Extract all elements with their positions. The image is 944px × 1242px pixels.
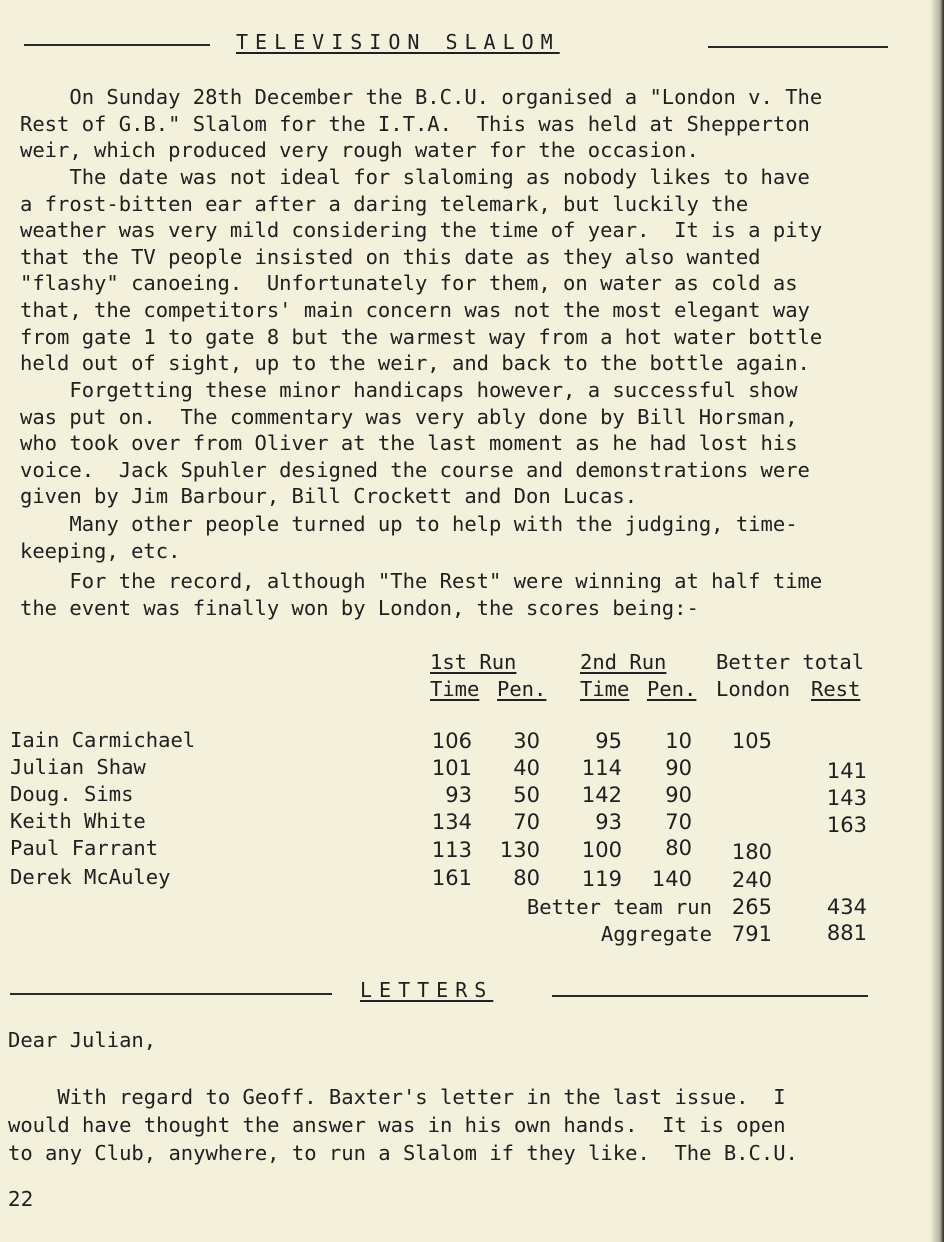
column-head-second-run: 2nd Run xyxy=(580,650,667,674)
competitor-name: Doug. Sims xyxy=(10,782,134,806)
letters-rule-left xyxy=(10,993,332,995)
cell-pen-2: 140 xyxy=(651,867,692,891)
paragraph-show: Forgetting these minor handicaps however, a successful show was put on. The commentary was very ably done by Bill Horsman, who took over from Oliver at the last moment as he had lost his voice. Jack Spuhler designed the course and demonstrations were given by Jim Barbour, Bill Crockett and Don Lucas. xyxy=(20,378,810,509)
paragraph-helpers: Many other people turned up to help with the judging, time- keeping, etc. xyxy=(20,512,798,563)
results-table xyxy=(0,650,944,950)
cell-time-2: 114 xyxy=(581,756,622,780)
cell-pen-2: 90 xyxy=(665,783,692,807)
aggregate-label: Aggregate xyxy=(600,922,712,946)
paragraph-intro: On Sunday 28th December the B.C.U. organised a "London v. The Rest of G.B." Slalom for the I.T.A. This was held at Shepperton weir, which produced very rough water for the occasion. xyxy=(20,85,823,163)
better-team-run-rest: 434 xyxy=(826,895,867,919)
page-edge-shadow xyxy=(930,0,944,1242)
cell-time-2: 142 xyxy=(581,783,622,807)
cell-time-1: 161 xyxy=(431,866,472,890)
cell-london: 180 xyxy=(731,840,772,864)
cell-time-1: 106 xyxy=(431,729,472,753)
column-head-london: London xyxy=(716,677,791,701)
letter-body: With regard to Geoff. Baxter's letter in the last issue. I would have thought the answer was in his own hands. It is open to any Club, anywhere, to run a Slalom if they like. The B.C.U. xyxy=(8,1085,798,1165)
competitor-name: Iain Carmichael xyxy=(10,728,196,752)
column-head-rest: Rest xyxy=(811,677,861,701)
cell-pen-2: 90 xyxy=(665,756,692,780)
column-head-pen-1: Pen. xyxy=(497,677,547,701)
cell-time-1: 93 xyxy=(445,783,472,807)
letters-rule-right xyxy=(552,995,868,997)
letter-salutation: Dear Julian, xyxy=(8,1028,157,1052)
cell-time-2: 93 xyxy=(595,810,622,834)
cell-time-1: 101 xyxy=(431,756,472,780)
aggregate-rest: 881 xyxy=(826,921,867,945)
paragraph-record: For the record, although "The Rest" were winning at half time the event was finally won by London, the scores being:- xyxy=(20,569,823,620)
letters-heading-title: LETTERS xyxy=(360,978,494,1002)
cell-pen-2: 80 xyxy=(665,836,692,860)
competitor-name: Derek McAuley xyxy=(10,865,171,889)
tv-heading-title: TELEVISION SLALOM xyxy=(236,30,560,54)
column-head-time-1: Time xyxy=(430,677,480,701)
cell-rest: 163 xyxy=(826,813,867,837)
cell-time-1: 134 xyxy=(431,810,472,834)
competitor-name: Julian Shaw xyxy=(10,755,146,779)
competitor-name: Paul Farrant xyxy=(10,836,159,860)
cell-pen-1: 50 xyxy=(513,783,540,807)
competitor-name: Keith White xyxy=(10,809,146,833)
cell-pen-1: 130 xyxy=(499,838,540,862)
cell-pen-1: 40 xyxy=(513,756,540,780)
cell-time-1: 113 xyxy=(431,838,472,862)
cell-rest: 141 xyxy=(826,759,867,783)
cell-time-2: 119 xyxy=(581,867,622,891)
cell-pen-1: 80 xyxy=(513,866,540,890)
better-team-run-label: Better team run xyxy=(526,895,712,919)
page-number: 22 xyxy=(8,1187,34,1211)
cell-time-2: 95 xyxy=(595,729,622,753)
heading-rule-left xyxy=(24,44,210,46)
cell-london: 240 xyxy=(731,868,772,892)
better-team-run-london: 265 xyxy=(731,895,772,919)
column-head-pen-2: Pen. xyxy=(647,677,697,701)
column-head-first-run: 1st Run xyxy=(430,650,517,674)
column-head-better-total: Better total xyxy=(716,650,865,674)
heading-rule-right xyxy=(708,46,888,48)
cell-rest: 143 xyxy=(826,786,867,810)
cell-london: 105 xyxy=(731,729,772,753)
paragraph-date: The date was not ideal for slaloming as nobody likes to have a frost-bitten ear after a daring telemark, but luckily the weather was very mild considering the time of year. It is a pity that the TV people insisted on this date as they also wanted "flashy" canoeing. Unfortunately for them, on water as cold as that, the competitors' main concern was not the most elegant way from gate 1 to gate 8 but the warmest way from a hot water bottle held out of sight, up to the weir, and back to the bottle again. xyxy=(20,165,823,376)
cell-pen-2: 10 xyxy=(665,729,692,753)
aggregate-london: 791 xyxy=(731,922,772,946)
cell-time-2: 100 xyxy=(581,838,622,862)
cell-pen-2: 70 xyxy=(665,810,692,834)
cell-pen-1: 70 xyxy=(513,810,540,834)
cell-pen-1: 30 xyxy=(513,729,540,753)
column-head-time-2: Time xyxy=(580,677,630,701)
